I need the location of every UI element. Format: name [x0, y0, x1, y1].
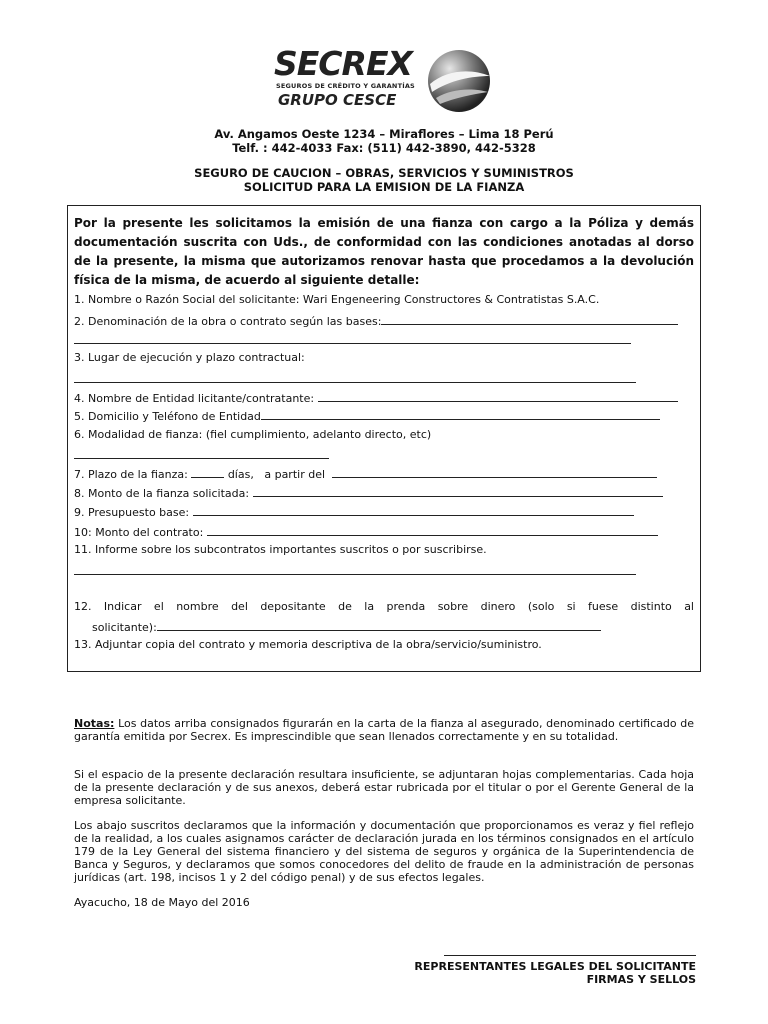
logo-globe-icon: [426, 48, 492, 114]
logo-group: GRUPO CESCE: [278, 91, 397, 109]
item-5: [74, 408, 660, 424]
company-logo: [272, 46, 494, 114]
item-12-field[interactable]: [157, 619, 601, 631]
item-7-from-label: a partir del: [264, 468, 326, 481]
item-2: [74, 313, 678, 329]
item-4-label: 4. Nombre de Entidad licitante/contratante:: [74, 392, 315, 405]
document-date: Ayacucho, 18 de Mayo del 2016: [74, 896, 250, 909]
signature-label: REPRESENTANTES LEGALES DEL SOLICITANTE: [414, 960, 696, 973]
item-2-field-line2[interactable]: [74, 343, 631, 344]
notes-paragraph-1: [74, 717, 694, 743]
document-subtitle: SOLICITUD PARA LA EMISION DE LA FIANZA: [243, 180, 525, 194]
item-11-field[interactable]: [74, 574, 636, 575]
item-1: 1. Nombre o Razón Social del solicitante: Wari Engeneering Constructores & Contratistas S.A.C.: [74, 293, 600, 306]
item-8-field[interactable]: [253, 485, 663, 497]
item-2-label: 2. Denominación de la obra o contrato según las bases:: [74, 315, 382, 328]
item-8-label: 8. Monto de la fianza solicitada:: [74, 487, 250, 500]
item-5-field[interactable]: [261, 408, 660, 420]
item-12: 12. Indicar el nombre del depositante de la prenda sobre dinero (solo si fuese distinto al: [74, 600, 694, 613]
item-10-label: 10: Monto del contrato:: [74, 526, 204, 539]
notes-text-1: Los datos arriba consignados figurarán en la carta de la fianza al asegurado, denominado certificado de garantía emitida por Secrex. Es imprescindible que sean llenados correctamente y en su totalidad.: [74, 717, 694, 743]
signature-sublabel: FIRMAS Y SELLOS: [586, 973, 696, 986]
item-6: 6. Modalidad de fianza: (fiel cumplimiento, adelanto directo, etc): [74, 428, 432, 441]
item-10-field[interactable]: [207, 524, 658, 536]
item-3: 3. Lugar de ejecución y plazo contractual:: [74, 351, 305, 364]
company-phone: Telf. : 442-4033 Fax: (511) 442-3890, 442-5328: [232, 141, 536, 155]
item-6-field[interactable]: [74, 458, 329, 459]
item-10: [74, 524, 658, 540]
logo-tagline: SEGUROS DE CRÉDITO Y GARANTÍAS: [276, 82, 415, 90]
item-9-label: 9. Presupuesto base:: [74, 506, 190, 519]
notes-paragraph-3: Los abajo suscritos declaramos que la información y documentación que proporcionamos es veraz y fiel reflejo de la realidad, a los cuales asignamos carácter de declaración jurada en los términos consignados en el artículo 179 de la Ley General del sistema financiero y del sistema de seguros y orgánica de la Superintendencia de Banca y Seguros, y declaramos que somos conocedores del delito de fraude en la administración de personas jurídicas (art. 198, incisos 1 y 2 del código penal) y de sus efectos legales.: [74, 819, 694, 884]
item-9-field[interactable]: [193, 504, 634, 516]
notes-label: Notas:: [74, 717, 115, 730]
form-intro: Por la presente les solicitamos la emisión de una fianza con cargo a la Póliza y demás documentación suscrita con Uds., de conformidad con las condiciones anotadas al dorso de la presente, la misma que autorizamos renovar hasta que procedamos a la devolución física de la misma, de acuerdo al siguiente detalle:: [74, 216, 694, 287]
company-address: Av. Angamos Oeste 1234 – Miraflores – Lima 18 Perú: [214, 127, 554, 141]
item-4: [74, 390, 678, 406]
item-12-label: solicitante):: [92, 621, 157, 634]
item-3-field[interactable]: [74, 382, 636, 383]
notes-paragraph-2: Si el espacio de la presente declaración resultara insuficiente, se adjuntaran hojas complementarias. Cada hoja de la presente declaración y de sus anexos, deberá estar rubricada por el titular o por el Gerente General de la empresa solicitante.: [74, 768, 694, 807]
item-7: [74, 466, 657, 482]
item-7-date-field[interactable]: [332, 466, 657, 478]
item-9: [74, 504, 634, 520]
logo-brand: SECREX: [274, 44, 412, 83]
item-7-days-label: días,: [227, 468, 254, 481]
item-4-field[interactable]: [318, 390, 678, 402]
item-7-label: 7. Plazo de la fianza:: [74, 468, 188, 481]
signature-line[interactable]: [444, 955, 696, 956]
item-13: 13. Adjuntar copia del contrato y memoria descriptiva de la obra/servicio/suministro.: [74, 638, 542, 651]
item-7-days-field[interactable]: [191, 466, 224, 478]
item-5-label: 5. Domicilio y Teléfono de Entidad: [74, 410, 261, 423]
item-2-field[interactable]: [381, 313, 678, 325]
document-title: SEGURO DE CAUCION – OBRAS, SERVICIOS Y SUMINISTROS: [194, 166, 574, 180]
item-12-cont: [92, 619, 601, 635]
item-11: 11. Informe sobre los subcontratos importantes suscritos o por suscribirse.: [74, 543, 487, 556]
item-8: [74, 485, 663, 501]
